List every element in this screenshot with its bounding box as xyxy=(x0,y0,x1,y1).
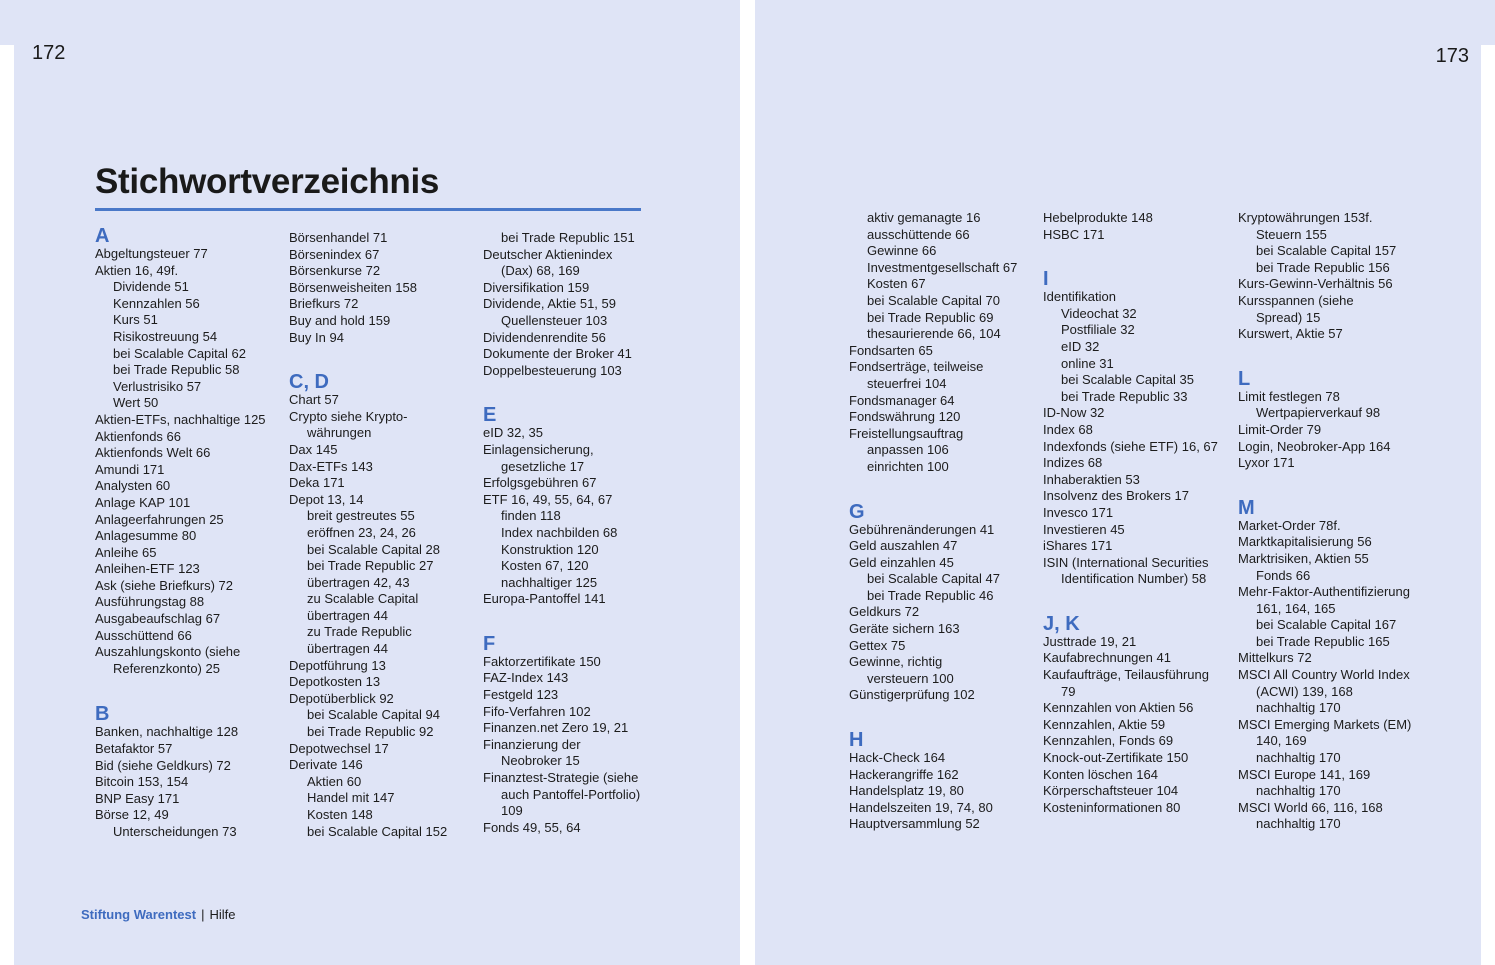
section-letter-h: H xyxy=(849,729,864,752)
index-subentry: finden 118 xyxy=(501,508,561,524)
index-subentry: nachhaltiger 125 xyxy=(501,574,598,590)
index-entry: Kennzahlen, Fonds 69 xyxy=(1043,733,1174,749)
index-subentry: Index nachbilden 68 xyxy=(501,524,618,540)
index-entry: Freistellungsauftrag xyxy=(849,425,964,441)
index-subentry: bei Trade Republic 92 xyxy=(307,724,434,740)
index-entry: Depotüberblick 92 xyxy=(289,690,394,706)
index-entry: Limit-Order 79 xyxy=(1238,421,1322,437)
index-entry: Faktorzertifikate 150 xyxy=(483,653,601,669)
index-entry: eID 32, 35 xyxy=(483,425,543,441)
index-subentry: Wert 50 xyxy=(113,395,159,411)
index-column-6 xyxy=(1238,210,1428,833)
index-subentry: nachhaltig 170 xyxy=(1256,783,1341,799)
index-entry: Günstigerprüfung 102 xyxy=(849,687,975,703)
index-entry: Börsenweisheiten 158 xyxy=(289,279,417,295)
index-entry: MSCI Europe 141, 169 xyxy=(1238,766,1371,782)
index-entry: Kurs-Gewinn-Verhältnis 56 xyxy=(1238,276,1393,292)
index-entry: Login, Neobroker-App 164 xyxy=(1238,438,1391,454)
index-entry: Identifikation xyxy=(1043,289,1116,305)
index-subentry: Aktien 60 xyxy=(307,773,362,789)
index-subentry: Dividende 51 xyxy=(113,279,189,295)
index-entry: Fonds 49, 55, 64 xyxy=(483,819,581,835)
index-entry: Anlagesumme 80 xyxy=(95,528,197,544)
index-entry: Ask (siehe Briefkurs) 72 xyxy=(95,577,233,593)
index-entry: Kaufabrechnungen 41 xyxy=(1043,650,1171,666)
index-entry: MSCI Emerging Markets (EM) 140, 169 xyxy=(1238,716,1412,749)
index-entry: Invesco 171 xyxy=(1043,504,1114,520)
index-entry: Kennzahlen, Aktie 59 xyxy=(1043,716,1166,732)
index-entry: Fondsmanager 64 xyxy=(849,392,955,408)
index-entry: Börsenhandel 71 xyxy=(289,230,388,245)
index-entry: Anleihe 65 xyxy=(95,544,157,560)
index-column-2 xyxy=(289,230,479,840)
index-subentry: Kosten 67, 120 xyxy=(501,558,589,574)
index-entry: Börsenindex 67 xyxy=(289,246,380,262)
index-subentry: Verlustrisiko 57 xyxy=(113,378,202,394)
index-entry: Bitcoin 153, 154 xyxy=(95,774,189,790)
index-subentry: Kurs 51 xyxy=(113,312,158,328)
index-entry: Deutscher Aktienindex (Dax) 68, 169 xyxy=(483,246,613,279)
index-entry: HSBC 171 xyxy=(1043,226,1105,242)
index-subentry: Gewinne 66 xyxy=(867,243,937,259)
index-entry: Festgeld 123 xyxy=(483,687,559,703)
page-number-left: 172 xyxy=(32,42,66,64)
index-column-3 xyxy=(483,230,673,836)
index-entry: Aktien 16, 49f. xyxy=(95,262,179,278)
index-entry: Derivate 146 xyxy=(289,757,363,773)
index-entry: Aktienfonds Welt 66 xyxy=(95,445,211,461)
index-entry: Kryptowährungen 153f. xyxy=(1238,210,1373,225)
index-entry: Dividendenrendite 56 xyxy=(483,329,606,345)
index-entry: Ausgabeaufschlag 67 xyxy=(95,611,221,627)
index-entry: Geldkurs 72 xyxy=(849,604,920,620)
index-entry: Market-Order 78f. xyxy=(1238,517,1341,533)
index-subentry: Kosten 67 xyxy=(867,276,926,292)
index-entry: Auszahlungskonto (siehe Referenzkonto) 25 xyxy=(95,644,241,676)
index-subentry: bei Scalable Capital 28 xyxy=(307,541,440,557)
index-entry: Knock-out-Zertifikate 150 xyxy=(1043,750,1189,766)
index-entry: Depotführung 13 xyxy=(289,657,386,673)
index-entry: MSCI World 66, 116, 168 xyxy=(1238,799,1383,815)
index-subentry: nachhaltig 170 xyxy=(1256,700,1341,716)
index-entry: Index 68 xyxy=(1043,421,1093,437)
index-entry: Depotwechsel 17 xyxy=(289,740,389,756)
page-edge xyxy=(1481,45,1495,965)
page-title: Stichwortverzeichnis xyxy=(95,162,440,201)
index-entry: Hack-Check 164 xyxy=(849,750,946,766)
index-entry: FAZ-Index 143 xyxy=(483,670,569,686)
index-entry: Fondsarten 65 xyxy=(849,342,933,358)
index-entry: Handelsplatz 19, 80 xyxy=(849,783,964,799)
index-entry: Finanzen.net Zero 19, 21 xyxy=(483,720,629,736)
index-subentry: Unterscheidungen 73 xyxy=(113,824,237,839)
section-letter-e: E xyxy=(483,404,497,427)
footer-brand: Stiftung Warentest xyxy=(81,907,197,922)
index-entry: Depot 13, 14 xyxy=(289,491,364,507)
index-entry: Hauptversammlung 52 xyxy=(849,816,980,832)
index-subentry: bei Trade Republic 165 xyxy=(1256,633,1390,649)
index-entry: Anlage KAP 101 xyxy=(95,494,191,510)
index-entry: Dax-ETFs 143 xyxy=(289,458,373,474)
index-subentry: nachhaltig 170 xyxy=(1256,750,1341,766)
index-subentry: bei Scalable Capital 35 xyxy=(1061,372,1194,388)
index-subentry: Videochat 32 xyxy=(1061,305,1137,321)
index-subentry: übertragen 44 xyxy=(307,641,388,657)
index-entry: Indizes 68 xyxy=(1043,455,1103,471)
index-subentry: bei Scalable Capital 94 xyxy=(307,707,440,723)
section-letter-i: I xyxy=(1043,268,1049,291)
index-entry: Ausschüttend 66 xyxy=(95,627,192,643)
index-subentry: nachhaltig 170 xyxy=(1256,816,1341,832)
index-entry: Aktienfonds 66 xyxy=(95,428,182,444)
index-entry: Handelszeiten 19, 74, 80 xyxy=(849,799,993,815)
index-subentry: eID 32 xyxy=(1061,338,1100,354)
index-entry: Kosteninformationen 80 xyxy=(1043,799,1181,815)
index-subentry: eröffnen 23, 24, 26 xyxy=(307,524,416,540)
index-entry: Hebelprodukte 148 xyxy=(1043,210,1153,225)
index-column-5 xyxy=(1043,210,1233,816)
footer-section: Hilfe xyxy=(209,907,236,922)
index-entry: Geld einzahlen 45 xyxy=(849,554,954,570)
index-entry: Gewinne, richtig versteuern 100 xyxy=(849,654,954,686)
index-subentry: bei Trade Republic 58 xyxy=(113,362,240,378)
index-subentry: Wertpapierverkauf 98 xyxy=(1256,405,1381,421)
index-entry: Anlageerfahrungen 25 xyxy=(95,511,224,527)
index-entry: MSCI All Country World Index (ACWI) 139, 168 xyxy=(1238,667,1410,699)
index-entry: Kursspannen (siehe Spread) 15 xyxy=(1238,292,1354,325)
index-entry: Fondserträge, teilweise steuerfrei 104 xyxy=(849,359,984,391)
section-letter-a: A xyxy=(95,225,110,247)
index-entry: ISIN (International Securities Identification Number) 58 xyxy=(1043,554,1209,587)
index-entry: Konten löschen 164 xyxy=(1043,766,1158,782)
index-entry: Insolvenz des Brokers 17 xyxy=(1043,488,1189,504)
index-entry: BNP Easy 171 xyxy=(95,790,180,806)
index-entry: Ausführungstag 88 xyxy=(95,594,205,610)
index-column-1 xyxy=(95,226,280,841)
index-entry: Fifo-Verfahren 102 xyxy=(483,703,591,719)
index-entry: Deka 171 xyxy=(289,475,345,491)
index-subentry: online 31 xyxy=(1061,355,1114,371)
footer xyxy=(81,907,235,922)
index-entry: Kurswert, Aktie 57 xyxy=(1238,326,1343,342)
index-entry: Bid (siehe Geldkurs) 72 xyxy=(95,757,231,773)
section-letter-b: B xyxy=(95,703,110,726)
index-subentry: Risikostreuung 54 xyxy=(113,328,218,344)
index-subentry: Kosten 148 xyxy=(307,807,373,822)
index-entry: Marktkapitalisierung 56 xyxy=(1238,534,1372,550)
index-entry: Kennzahlen von Aktien 56 xyxy=(1043,700,1194,716)
index-subentry: einrichten 100 xyxy=(867,458,949,474)
index-entry: Körperschaftsteuer 104 xyxy=(1043,783,1179,799)
index-subentry: bei Trade Republic 69 xyxy=(867,309,994,325)
index-entry: Einlagensicherung, gesetzliche 17 xyxy=(483,441,594,474)
index-entry: Aktien-ETFs, nachhaltige 125 xyxy=(95,411,266,427)
section-letter-g: G xyxy=(849,500,865,523)
index-entry: Dividende, Aktie 51, 59 xyxy=(483,296,616,312)
index-entry: Erfolgsgebühren 67 xyxy=(483,475,597,491)
index-entry: ETF 16, 49, 55, 64, 67 xyxy=(483,491,613,507)
index-subentry: ausschüttende 66 xyxy=(867,226,970,242)
section-letter-cd: C, D xyxy=(289,371,329,394)
index-entry: Analysten 60 xyxy=(95,478,171,494)
index-entry: Börse 12, 49 xyxy=(95,807,169,823)
index-column-4 xyxy=(849,210,1039,833)
section-letter-l: L xyxy=(1238,367,1251,390)
index-subentry: Fonds 66 xyxy=(1256,567,1311,583)
index-subentry: bei Scalable Capital 157 xyxy=(1256,243,1397,259)
index-entry: Investieren 45 xyxy=(1043,521,1125,537)
index-entry: Mittelkurs 72 xyxy=(1238,650,1312,666)
index-entry: Doppelbesteuerung 103 xyxy=(483,362,622,378)
index-subentry: Quellensteuer 103 xyxy=(501,312,608,328)
index-entry: Finanzierung der Neobroker 15 xyxy=(483,736,581,769)
section-letter-f: F xyxy=(483,632,496,655)
index-entry: Indexfonds (siehe ETF) 16, 67 xyxy=(1043,438,1218,454)
index-entry: Lyxor 171 xyxy=(1238,455,1295,471)
index-entry: Diversifikation 159 xyxy=(483,279,590,295)
index-entry: Inhaberaktien 53 xyxy=(1043,471,1140,487)
index-entry: iShares 171 xyxy=(1043,538,1113,554)
index-subentry: zu Scalable Capital xyxy=(307,591,419,607)
page-number-right: 173 xyxy=(1435,45,1469,67)
index-entry: Crypto siehe Kryptowährungen xyxy=(289,408,408,441)
left-page xyxy=(0,0,740,965)
index-subentry: Postfiliale 32 xyxy=(1061,322,1135,338)
index-entry: Geräte sichern 163 xyxy=(849,621,960,637)
index-entry: Hackerangriffe 162 xyxy=(849,766,959,782)
index-entry: Buy and hold 159 xyxy=(289,312,391,328)
index-entry: Chart 57 xyxy=(289,392,339,408)
section-letter-jk: J, K xyxy=(1043,612,1080,635)
page-edge xyxy=(0,45,14,965)
index-entry: Amundi 171 xyxy=(95,461,165,477)
index-entry: Dax 145 xyxy=(289,441,338,457)
index-entry: Gettex 75 xyxy=(849,637,906,653)
index-entry: Börsenkurse 72 xyxy=(289,263,381,279)
title-rule xyxy=(95,208,641,211)
index-subentry: Steuern 155 xyxy=(1256,226,1327,242)
index-entry: Buy In 94 xyxy=(289,329,344,345)
index-subentry: bei Scalable Capital 62 xyxy=(113,345,246,361)
index-subentry: bei Trade Republic 33 xyxy=(1061,388,1188,404)
index-entry: Europa-Pantoffel 141 xyxy=(483,591,606,607)
index-entry: Dokumente der Broker 41 xyxy=(483,346,632,362)
index-entry: Gebührenänderungen 41 xyxy=(849,521,995,537)
index-subentry: Kennzahlen 56 xyxy=(113,295,200,311)
index-subentry: bei Scalable Capital 167 xyxy=(1256,617,1397,633)
index-entry: Justtrade 19, 21 xyxy=(1043,633,1137,649)
index-subentry: Investmentgesellschaft 67 xyxy=(867,259,1018,275)
index-entry: Anleihen-ETF 123 xyxy=(95,561,200,577)
index-subentry: Konstruktion 120 xyxy=(501,541,599,557)
index-subentry: bei Scalable Capital 70 xyxy=(867,292,1000,308)
index-subentry: thesaurierende 66, 104 xyxy=(867,326,1001,342)
index-entry: Geld auszahlen 47 xyxy=(849,538,958,554)
footer-separator: | xyxy=(201,907,205,922)
index-entry: Limit festlegen 78 xyxy=(1238,388,1340,404)
index-entry: ID-Now 32 xyxy=(1043,405,1105,421)
index-entry: Kaufaufträge, Teilausführung 79 xyxy=(1043,667,1209,699)
index-subentry: bei Trade Republic 27 xyxy=(307,558,434,574)
index-subentry: bei Trade Republic 151 xyxy=(501,230,635,245)
index-entry: Fondswährung 120 xyxy=(849,409,961,425)
index-subentry: bei Scalable Capital 47 xyxy=(867,571,1000,587)
index-subentry: breit gestreutes 55 xyxy=(307,508,415,524)
index-subentry: bei Trade Republic 156 xyxy=(1256,259,1390,275)
index-entry: Banken, nachhaltige 128 xyxy=(95,724,239,740)
index-subentry: anpassen 106 xyxy=(867,442,949,458)
index-subentry: bei Trade Republic 46 xyxy=(867,587,994,603)
index-subentry: bei Scalable Capital 152 xyxy=(307,823,448,839)
index-subentry: aktiv gemanagte 16 xyxy=(867,210,981,225)
index-entry: Depotkosten 13 xyxy=(289,674,381,690)
index-subentry: zu Trade Republic xyxy=(307,624,412,640)
index-entry: Betafaktor 57 xyxy=(95,741,173,757)
right-page xyxy=(755,0,1495,965)
index-entry: Abgeltungsteuer 77 xyxy=(95,246,208,261)
section-letter-m: M xyxy=(1238,496,1255,519)
index-subentry: übertragen 42, 43 xyxy=(307,574,410,590)
index-subentry: Handel mit 147 xyxy=(307,790,395,806)
index-entry: Finanztest-Strategie (siehe auch Pantoffel-Portfolio) 109 xyxy=(483,770,641,819)
index-subentry: übertragen 44 xyxy=(307,607,388,623)
index-entry: Marktrisiken, Aktien 55 xyxy=(1238,550,1369,566)
index-entry: Mehr-Faktor-Authentifizierung 161, 164, 165 xyxy=(1238,584,1410,616)
index-entry: Briefkurs 72 xyxy=(289,296,359,312)
